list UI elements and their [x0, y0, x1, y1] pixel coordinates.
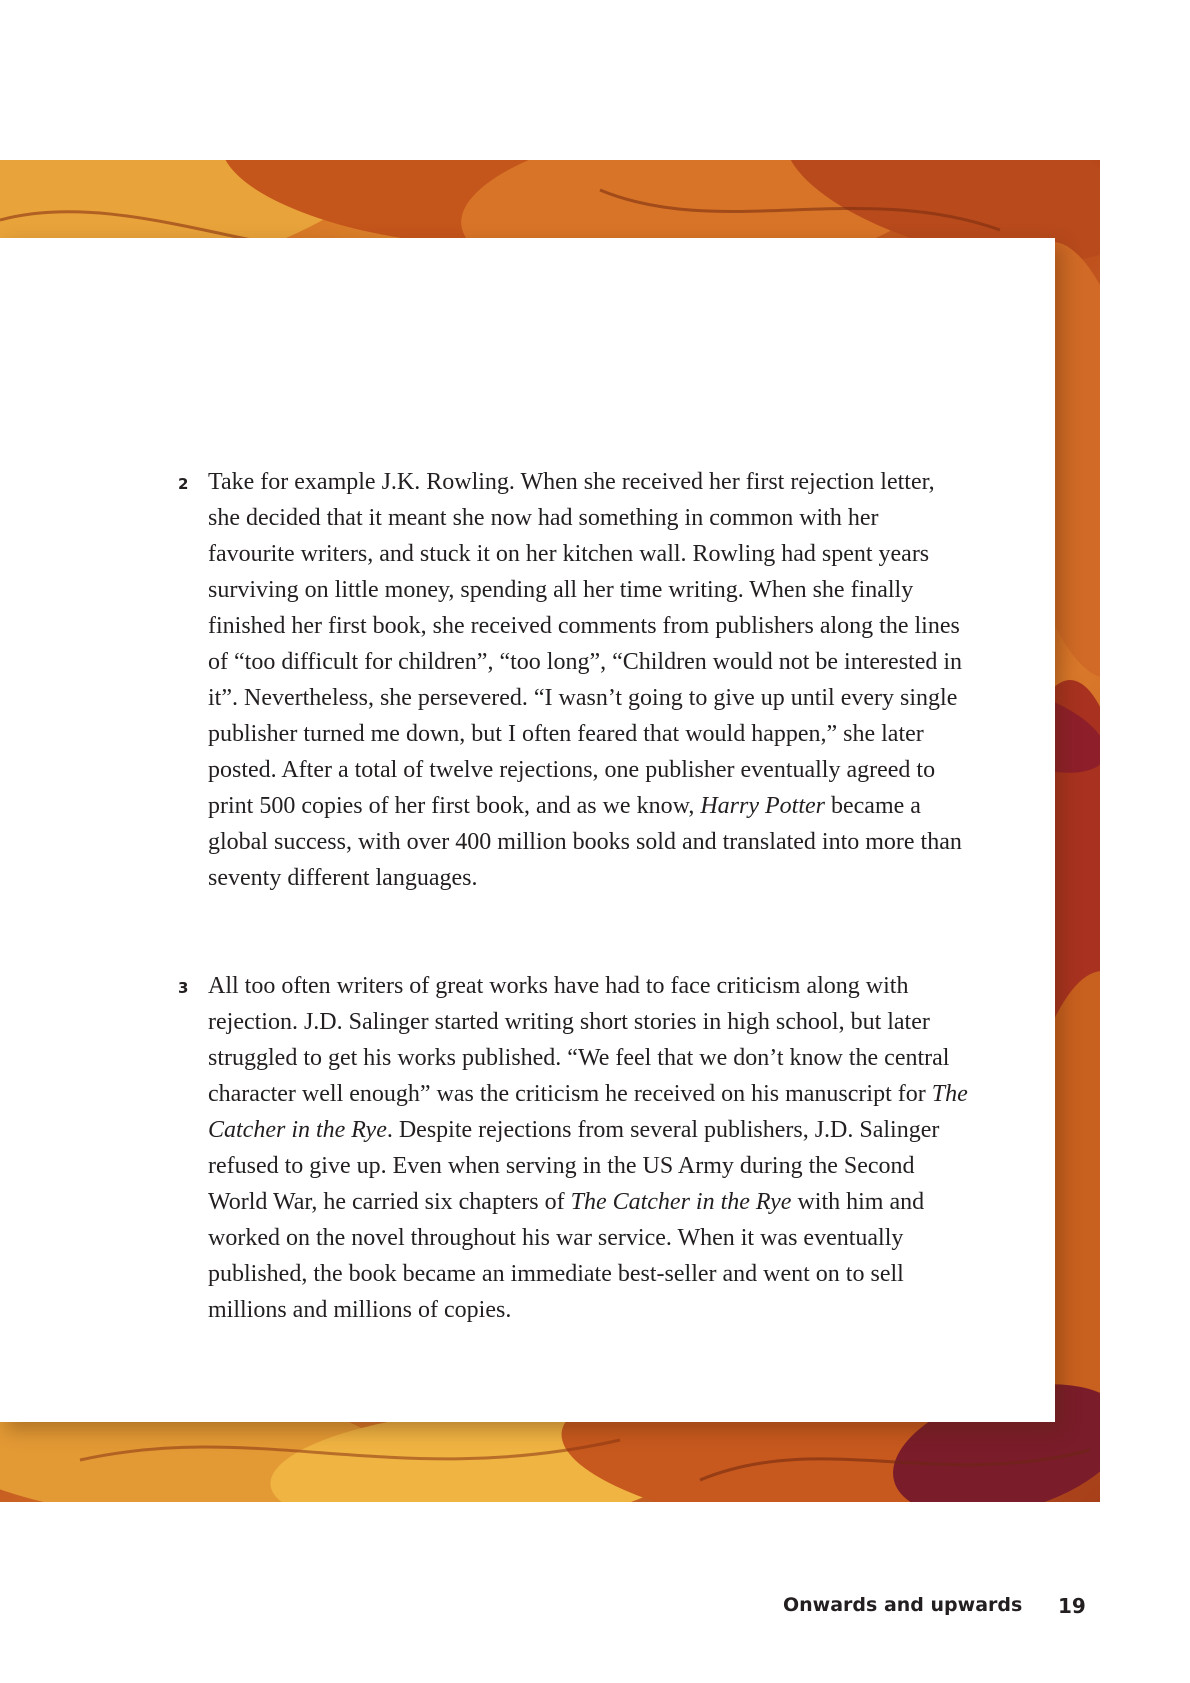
text-segment: Take for example J.K. Rowling. When she received her first rejection letter, she decided that it meant she now had something in common with her favourite writers, and stuck it on her kitchen wall. Rowling had spent years surviving on little money, spending all her time writing. When she finally finished her first book, she received comments from publishers along the lines of “too difficult for children”, “too long”, “Children would not be interested in it”. Nevertheless, she persevered. “I wasn’t going to give up until every single publisher turned me down, but I often feared that would happen,” she later posted. After a total of twelve rejections, one publisher eventually agreed to print 500 copies of her first book, and as we know,: [208, 469, 963, 819]
text-segment: All too often writers of great works have had to face criticism along with rejection. J.D. Salinger started writing short stories in high school, but later struggled to get his works published. “We feel that we don’t know the central character well enough” was the criticism he received on his manuscript for: [208, 973, 950, 1107]
book-title: The Catcher in the Rye: [570, 1189, 792, 1215]
paragraph-text: [208, 968, 968, 1328]
text-segment: with him and worked on the novel throughout his war service. When it was eventually published, the book became an immediate best-seller and went on to sell millions and millions of copies.: [208, 1189, 925, 1323]
paragraph-number: 3: [178, 979, 189, 997]
text-segment: became a global success, with over 400 million books sold and translated into more than seventy different languages.: [208, 793, 962, 891]
paragraph-number: 2: [178, 475, 189, 493]
footer-title: Onwards and upwards: [783, 1594, 1023, 1616]
text-segment: . Despite rejections from several publishers, J.D. Salinger refused to give up. Even when serving in the US Army during the Second World War, he carried six chapters of: [208, 1117, 940, 1215]
page-number: 19: [1058, 1594, 1086, 1618]
book-title: The Catcher in the Rye: [208, 1081, 968, 1143]
paragraph-2: [178, 464, 968, 896]
paragraph-3: [178, 968, 968, 1328]
book-title: Harry Potter: [700, 793, 825, 819]
paragraph-text: [208, 464, 968, 896]
